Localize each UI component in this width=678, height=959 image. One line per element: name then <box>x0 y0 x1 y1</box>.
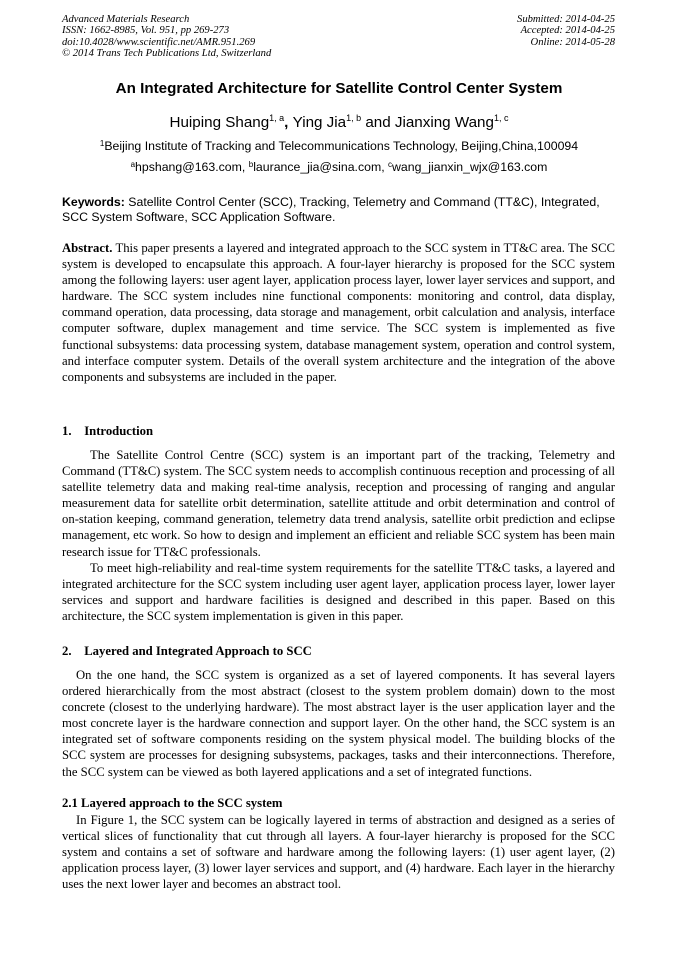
author-affil-sup: 1, c <box>493 113 509 123</box>
layered-paragraph-2: In Figure 1, the SCC system can be logically layered in terms of abstraction and designed as a series of vertical slices of functionality that cut through all layers. A four-layer hierarchy is proposed for the SCC system and contains a set of software and hardware among the following layers: (1) user agent layer, (2) application process layer, (3) lower layer services and support, and (4) hardware. Each layer in the hierarchy uses the next lower layer and becomes an abstract tool. <box>62 813 615 892</box>
issn-line: ISSN: 1662-8985, Vol. 951, pp 269-273 <box>62 25 230 37</box>
affiliation-sup: 1 <box>99 139 105 148</box>
submitted-date: Submitted: 2014-04-25 <box>517 14 615 25</box>
author-name: Jianxing Wang <box>394 114 494 131</box>
paper-title: An Integrated Architecture for Satellite Control Center System <box>115 80 563 97</box>
online-date: Online: 2014-05-28 <box>530 36 615 48</box>
keywords-text: Satellite Control Center (SCC), Tracking, Telemetry and Command (TT&C), Integrated, SCC System Software, SCC Application Software. <box>62 195 600 225</box>
author-conjunction: and <box>361 114 395 131</box>
email-address[interactable]: hpshang@163.com <box>135 160 242 174</box>
author-separator: , <box>284 114 293 131</box>
author-list <box>40 114 638 131</box>
email-address[interactable]: laurance_jia@sina.com <box>253 160 382 174</box>
abstract <box>62 240 615 385</box>
email-sup: a <box>130 160 136 169</box>
keywords <box>62 195 615 226</box>
email-list: $^a$hpshang@163.com, $^b$laurance_jia@sina.com, $^c$wang_jianxin_wjx@163.com <box>130 160 548 174</box>
email-sup: c <box>388 160 393 169</box>
copyright-line: © 2014 Trans Tech Publications Ltd, Switzerland <box>62 48 272 60</box>
abstract-text: This paper presents a layered and integrated approach to the SCC system in TT&C area. The SCC system is developed to encapsulate this approach. A four-layer hierarchy is proposed for the SCC system among the following layers: user agent layer, application process layer, lower layer services and support, and hardware. The SCC system includes nine functional components: monitoring and control, data display, command operation, data processing, data storage and management, orbit calculation and analysis, interface computer software, duplex management and time service. The SCC system is implemented as five functional subsystems: data processing system, database management system, operation and control system, and interface computer system. Details of the overall system architecture and the integration of the above components and subsystems are included in the paper. <box>62 241 615 384</box>
doi-line: doi:10.4028/www.scientific.net/AMR.951.269 <box>62 36 256 48</box>
email-sup: b <box>248 160 254 169</box>
author-name: Huiping Shang <box>169 114 270 131</box>
accepted-date: Accepted: 2014-04-25 <box>520 25 615 37</box>
affiliation <box>40 139 638 153</box>
intro-paragraph-2: To meet high-reliability and real-time system requirements for the satellite TT&C tasks, a layered and integrated architecture for the SCC system including user agent layer, application process layer, lower layer services and support and hardware facilities is designed and described in this paper. Based on this architecture, the SCC system implementation is given in this paper. <box>62 561 615 624</box>
journal-name: Advanced Materials Research <box>62 14 190 25</box>
email-address[interactable]: wang_jianxin_wjx@163.com <box>392 160 548 174</box>
abstract-label: Abstract. <box>62 241 113 255</box>
author-affil-sup: 1, b <box>346 113 362 123</box>
affiliation-text: Beijing Institute of Tracking and Telecommunications Technology, Beijing,China,100094 <box>104 139 579 153</box>
intro-paragraph-1: The Satellite Control Centre (SCC) system is an important part of the tracking, Telemetry and Command (TT&C) system. The SCC system needs to accomplish continuous reception and processing of all satellite telemetry data and making real-time analysis, reception and processing of ranging and angular measurement data for satellite orbit determination, satellite attitude and orbit determination and control of on-station keeping, command generation, telemetry data trend analysis, satellite orbit prediction and eclipse management, etc work. So how to design and implement an efficient and reliable SCC system has been main research issue for TT&C professionals. <box>62 448 615 559</box>
author-name: Ying Jia <box>292 114 347 131</box>
journal-header-right <box>517 14 615 48</box>
section-heading-introduction: 1. Introduction <box>62 424 154 438</box>
journal-header-left <box>62 14 271 60</box>
section-heading-layered-approach: 2. Layered and Integrated Approach to SCC <box>62 644 312 658</box>
author-affil-sup: 1, a <box>269 113 285 123</box>
layered-paragraph-1: On the one hand, the SCC system is organized as a set of layered components. It has several layers ordered hierarchically from the most abstract (closest to the system problem domain) down to the most concrete (closest to the underlying hardware). The most abstract layer is the user application layer and the most concrete layer is the hardware connection and support layer. On the other hand, the SCC system is an integrated set of software components residing on the system physical model. The building blocks of the SCC system are processes for designing subsystems, packages, tasks and their interconnections. Therefore, the SCC system can be viewed as both layered applications and a set of integrated functions. <box>62 668 615 779</box>
subsection-heading-2-1: 2.1 Layered approach to the SCC system <box>62 796 283 810</box>
keywords-label: Keywords: <box>62 195 125 209</box>
